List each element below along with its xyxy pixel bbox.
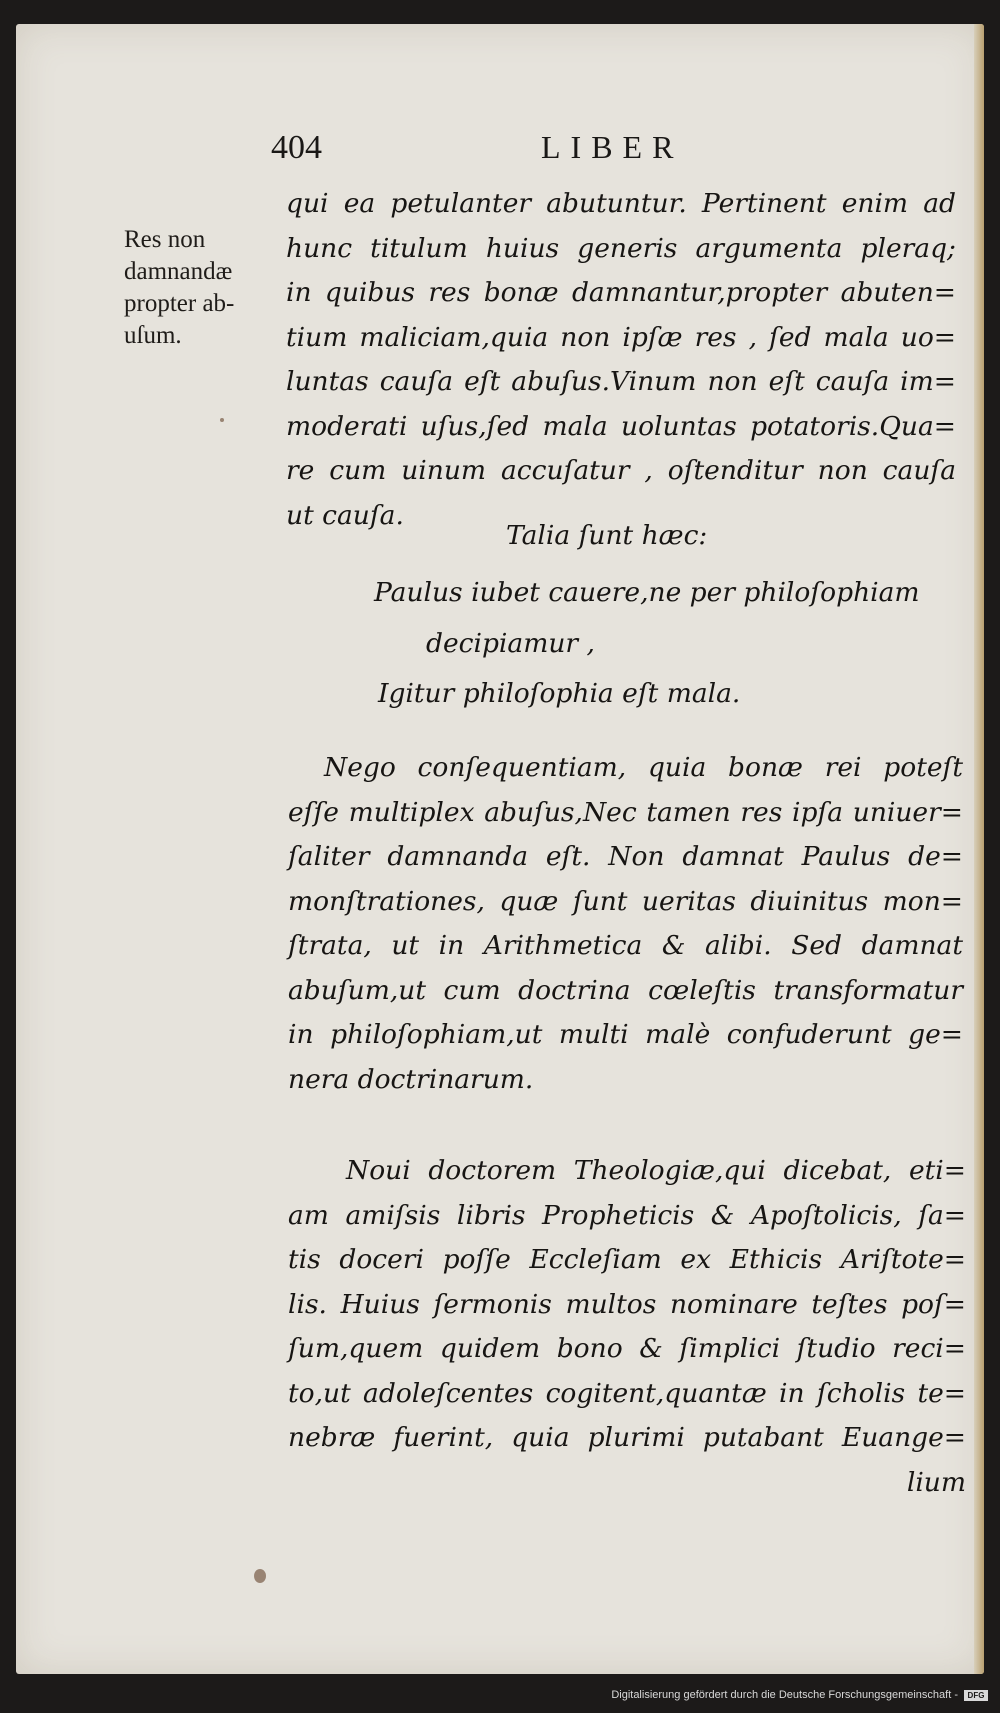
text-line: abuſum,ut cum doctrina cœleſtis transformatur: [288, 974, 963, 1006]
text-line: lium: [906, 1466, 966, 1498]
text-line: ſtrata, ut in Arithmetica & alibi. Sed damnat: [288, 930, 963, 961]
verse-line: Paulus iubet cauere,ne per philoſophiam: [374, 577, 920, 608]
text-line: ut cauſa.: [286, 499, 404, 531]
page-header: [16, 129, 984, 179]
footer-credit: Digitalisierung gefördert durch die Deutsche Forschungsgemeinschaft -: [611, 1689, 958, 1701]
text-line: to,ut adoleſcentes cogitent,quantæ in ſcholis te=: [288, 1377, 966, 1409]
text-line: re cum uinum accuſatur , oſtenditur non cauſa: [286, 455, 956, 486]
ink-stain: [220, 418, 224, 422]
margin-note-line: Res non: [124, 226, 206, 253]
text-line: am amiſsis libris Propheticis & Apoſtolicis, ſa=: [288, 1199, 966, 1231]
text-line: hunc titulum huius generis argumenta pleraq;: [286, 232, 956, 264]
margin-note: [124, 224, 274, 352]
text-line: in quibus res bonæ damnantur,propter abuten=: [286, 277, 956, 308]
verse-line: Igitur philoſophia eſt mala.: [378, 678, 741, 709]
margin-note-line: uſum.: [124, 322, 182, 349]
ink-stain: [254, 1569, 266, 1583]
page-number: 404: [271, 129, 322, 166]
text-line: eſſe multiplex abuſus,Nec tamen res ipſa uniuer=: [288, 796, 963, 828]
text-line: monſtrationes, quæ ſunt ueritas diuinitus mon=: [288, 885, 963, 917]
book-page: [16, 24, 984, 1674]
paragraph-3: [288, 1149, 966, 1505]
text-line: luntas cauſa eſt abuſus.Vinum non eſt cauſa im=: [286, 366, 956, 397]
margin-note-line: damnandæ: [124, 258, 233, 285]
text-line: nebræ fuerint, quia plurimi putabant Euange=: [288, 1422, 966, 1453]
text-line: Noui doctorem Theologiæ,qui dicebat, eti=: [346, 1155, 966, 1186]
text-line: Nego conſequentiam, quia bonæ rei poteſt: [324, 752, 963, 783]
text-line: moderati uſus,ſed mala uoluntas potatoris.Qua=: [286, 410, 956, 442]
dfg-logo: DFG: [964, 1690, 988, 1701]
text-line: qui ea petulanter abutuntur. Pertinent enim ad: [286, 188, 956, 219]
text-line: lis. Huius ſermonis multos nominare teſtes poſ=: [288, 1288, 966, 1320]
paragraph-1: [286, 182, 956, 538]
paragraph-2: [288, 746, 963, 1102]
verse-line: decipiamur ,: [426, 628, 595, 659]
margin-note-line: propter ab-: [124, 290, 235, 317]
text-line: nera doctrinarum.: [288, 1063, 534, 1095]
text-line: ſaliter damnanda eſt. Non damnat Paulus de=: [288, 841, 963, 872]
text-line: ſum,quem quidem bono & ſimplici ſtudio reci=: [288, 1333, 966, 1364]
text-line: tium maliciam,quia non ipſæ res , ſed mala uo=: [286, 321, 956, 353]
text-line: tis doceri poſſe Eccleſiam ex Ethicis Ariſtote=: [288, 1244, 966, 1275]
footer-bar: [0, 1686, 1000, 1713]
page-edge: [974, 24, 984, 1674]
running-title: LIBER: [541, 129, 684, 165]
verse-intro: Talia ſunt hæc:: [506, 520, 708, 551]
text-line: in philoſophiam,ut multi malè confuderunt ge=: [288, 1019, 963, 1050]
